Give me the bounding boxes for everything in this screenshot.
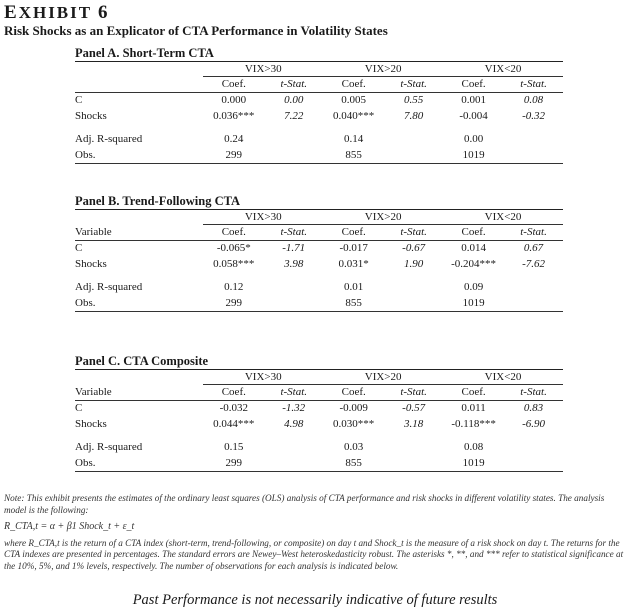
stat-cell: 0.08 — [463, 441, 484, 453]
row-label: C — [75, 402, 83, 414]
tstat-header: t-Stat. — [384, 77, 443, 93]
tstat-cell: 7.22 — [284, 109, 304, 122]
coef-cell: 0.040*** — [333, 109, 375, 122]
table-row — [75, 257, 563, 273]
variable-header: Variable — [75, 385, 203, 401]
coef-cell: -0.032 — [219, 402, 248, 414]
group-label: VIX>20 — [323, 370, 443, 385]
table-row — [75, 417, 563, 433]
panel-title: Panel C. CTA Composite — [75, 354, 563, 370]
tstat-cell: -0.32 — [522, 109, 545, 122]
stat-cell: 1019 — [443, 456, 504, 472]
tstat-cell: 4.98 — [284, 417, 304, 430]
tstat-cell: 0.83 — [523, 402, 544, 414]
row-label: Obs. — [75, 456, 203, 472]
stats-row — [75, 296, 563, 312]
coef-cell: 0.011 — [461, 402, 486, 414]
coef-cell: 0.005 — [341, 94, 367, 106]
regression-table — [75, 210, 563, 312]
coef-cell: 0.044*** — [213, 417, 255, 430]
note-intro: Note: This exhibit presents the estimates of the ordinary least squares (OLS) analysis of CTA performance and risk shocks in different volatility states. The analysis model is the following: — [4, 493, 605, 515]
coef-header: Coef. — [323, 385, 384, 401]
coef-cell: -0.009 — [339, 402, 368, 414]
coef-header: Coef. — [443, 225, 504, 241]
regression-table — [75, 62, 563, 164]
panel-b — [75, 194, 563, 312]
disclaimer-footer: Past Performance is not necessarily indicative of future results — [132, 592, 498, 608]
panel-a — [75, 46, 563, 164]
note-explanation: where R_CTA,t is the return of a CTA index (short-term, trend-following, or composite) on day t and Shock_t is the measure of a risk shock on day t. The returns for the CTA indexes are presented in percentages. The standard errors are Newey–West heteroskedasticity robust. The asterisks *, **, and *** refer to statistical significance at the 10%, 5%, and 1% levels, respectively. The number of observations for each analysis is indicated below. — [4, 537, 624, 571]
tstat-cell: -0.67 — [402, 242, 426, 254]
tstat-header: t-Stat. — [384, 225, 443, 241]
stats-row — [75, 148, 563, 164]
stat-cell: 299 — [203, 456, 264, 472]
row-label: Adj. R-squared — [75, 133, 143, 145]
tstat-cell: -1.32 — [282, 402, 306, 414]
group-label: VIX>30 — [203, 210, 323, 225]
tstat-cell: 7.80 — [404, 109, 424, 122]
stat-cell: 855 — [323, 456, 384, 472]
coef-cell: -0.118*** — [451, 417, 496, 430]
stat-cell: 0.24 — [224, 133, 244, 145]
table-row — [75, 401, 563, 417]
coef-cell: 0.036*** — [213, 109, 255, 122]
group-label: VIX>20 — [323, 62, 443, 77]
stat-cell: 299 — [203, 148, 264, 164]
exhibit-title: EXHIBIT 6 — [4, 2, 110, 23]
stats-row — [75, 440, 563, 456]
coef-header: Coef. — [323, 77, 384, 93]
note-formula: R_CTA,t = α + β1 Shock_t + ε_t — [4, 521, 135, 532]
coef-header: Coef. — [203, 225, 264, 241]
row-label: Obs. — [75, 296, 203, 312]
tstat-cell: 3.18 — [404, 417, 424, 430]
group-label: VIX>30 — [203, 62, 323, 77]
tstat-cell: -0.57 — [402, 402, 426, 414]
regression-table — [75, 370, 563, 472]
tstat-header: t-Stat. — [384, 385, 443, 401]
row-label: Shocks — [75, 417, 107, 430]
tstat-cell: -7.62 — [522, 257, 545, 270]
coef-header: Coef. — [203, 77, 264, 93]
tstat-header: t-Stat. — [264, 77, 323, 93]
tstat-header: t-Stat. — [504, 385, 563, 401]
group-label: VIX<20 — [443, 210, 563, 225]
row-label: Adj. R-squared — [75, 441, 143, 453]
stat-cell: 855 — [323, 148, 384, 164]
coef-cell: 0.030*** — [333, 417, 375, 430]
group-label: VIX<20 — [443, 370, 563, 385]
variable-header: Variable — [75, 225, 203, 241]
variable-header — [75, 77, 203, 93]
stat-cell: 1019 — [443, 296, 504, 312]
tstat-cell: 0.67 — [523, 242, 544, 254]
stats-row — [75, 280, 563, 296]
coef-header: Coef. — [323, 225, 384, 241]
stat-cell: 0.14 — [344, 133, 364, 145]
coef-cell: 0.031* — [338, 257, 369, 270]
tstat-header: t-Stat. — [264, 225, 323, 241]
group-label: VIX>20 — [323, 210, 443, 225]
row-label: C — [75, 94, 83, 106]
tstat-cell: -6.90 — [522, 417, 545, 430]
coef-header: Coef. — [203, 385, 264, 401]
stat-cell: 0.09 — [463, 281, 484, 293]
coef-cell: -0.204*** — [451, 257, 497, 270]
stats-row — [75, 132, 563, 148]
coef-header: Coef. — [443, 77, 504, 93]
exhibit-subtitle: Risk Shocks as an Explicator of CTA Performance in Volatility States — [4, 23, 388, 38]
stat-cell: 0.03 — [344, 441, 364, 453]
stat-cell: 0.01 — [344, 281, 364, 293]
tstat-cell: 0.55 — [404, 94, 424, 106]
tstat-cell: 0.00 — [284, 94, 304, 106]
tstat-header: t-Stat. — [504, 77, 563, 93]
coef-cell: -0.017 — [339, 242, 368, 254]
stat-cell: 855 — [323, 296, 384, 312]
coef-cell: -0.065* — [216, 242, 251, 254]
tstat-cell: 0.08 — [523, 94, 544, 106]
table-row — [75, 241, 563, 257]
stat-cell: 0.00 — [463, 133, 484, 145]
group-label: VIX<20 — [443, 62, 563, 77]
notes — [4, 493, 624, 577]
tstat-cell: -1.71 — [282, 242, 306, 254]
stat-cell: 0.12 — [224, 281, 244, 293]
stat-cell: 1019 — [443, 148, 504, 164]
tstat-header: t-Stat. — [264, 385, 323, 401]
table-row — [75, 109, 563, 125]
row-label: C — [75, 242, 83, 254]
stat-cell: 299 — [203, 296, 264, 312]
coef-cell: 0.058*** — [213, 257, 255, 270]
stat-cell: 0.15 — [224, 441, 244, 453]
stats-row — [75, 456, 563, 472]
row-label: Shocks — [75, 257, 107, 270]
coef-cell: 0.014 — [461, 242, 486, 254]
tstat-cell: 3.98 — [284, 257, 304, 270]
panel-title: Panel B. Trend-Following CTA — [75, 194, 563, 210]
row-label: Obs. — [75, 148, 203, 164]
group-label: VIX>30 — [203, 370, 323, 385]
coef-cell: 0.001 — [461, 94, 486, 106]
row-label: Adj. R-squared — [75, 281, 143, 293]
tstat-cell: 1.90 — [404, 257, 424, 270]
coef-cell: -0.004 — [459, 109, 488, 122]
row-label: Shocks — [75, 109, 107, 122]
panel-title: Panel A. Short-Term CTA — [75, 46, 563, 62]
table-row — [75, 93, 563, 109]
tstat-header: t-Stat. — [504, 225, 563, 241]
panel-c — [75, 354, 563, 472]
coef-cell: 0.000 — [221, 94, 247, 106]
coef-header: Coef. — [443, 385, 504, 401]
